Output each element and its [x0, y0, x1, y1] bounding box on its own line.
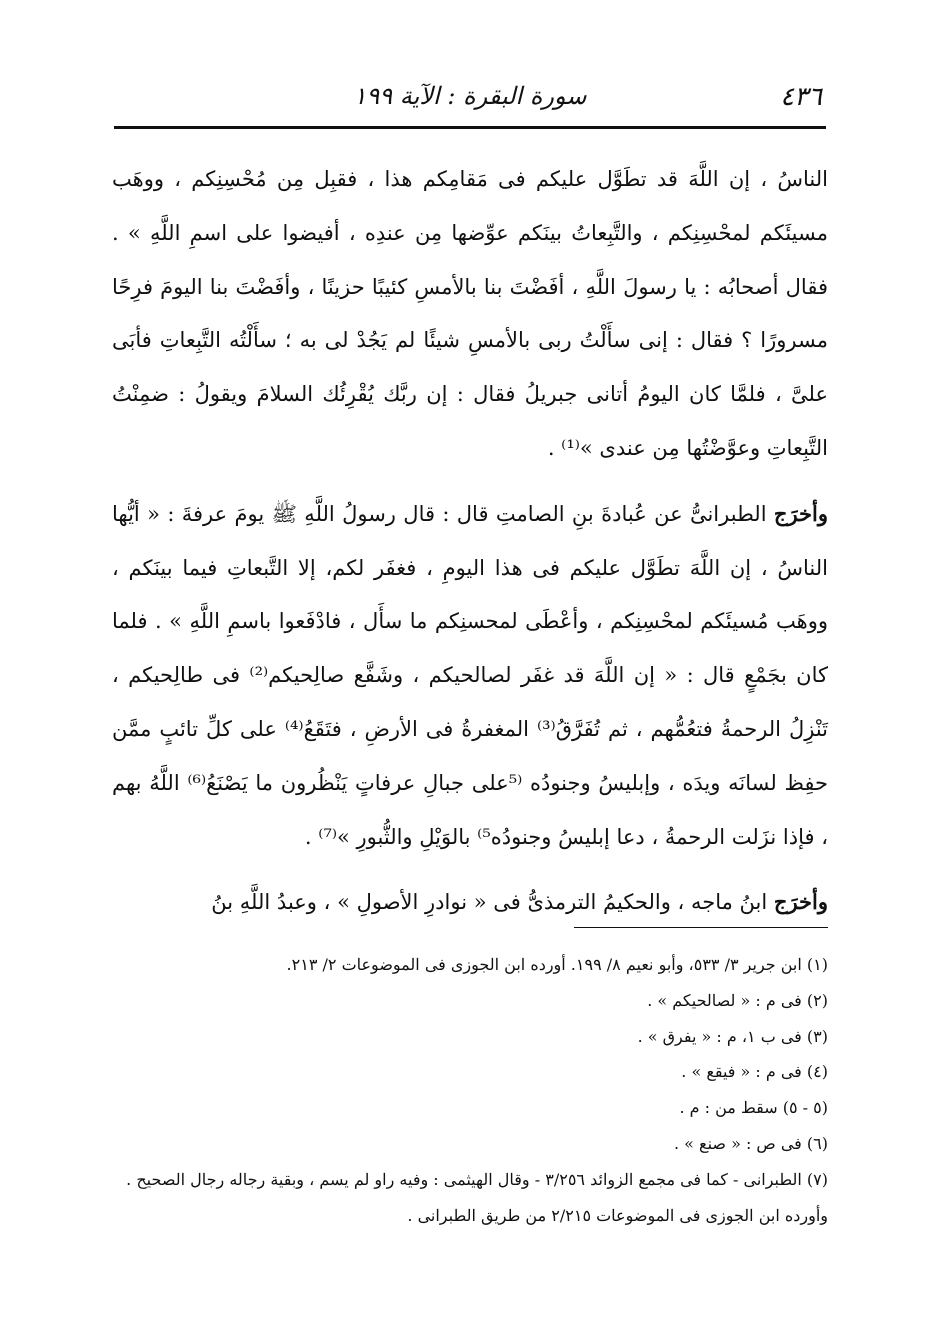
paragraph-1 [112, 152, 828, 476]
header-rule [114, 126, 826, 129]
footnote-7: (٧) الطبرانى - كما فى مجمع الزوائد ٣/٢٥٦ - وقال الهيثمى : وفيه راو لم يسم ، وبقية رجاله رجال الصحيح . وأورده ابن الجوزى فى الموضوعات ٢/٢١٥ من طريق الطبرانى . [126, 1169, 828, 1225]
paragraph-2 [112, 487, 828, 865]
paragraph-text: ابنُ ماجه ، والحكيمُ الترمذىُّ فى « نوادرِ الأصولِ » ، وعبدُ اللَّهِ بنُ [211, 890, 774, 915]
paragraph-text: الطبرانىُّ عن عُبادةَ بنِ الصامتِ قال : قال رسولُ اللَّهِ ﷺ يومَ عرفةَ : « أيُّها الناسُ ، إن اللَّهَ تطَوَّل عليكم فى هذا اليومِ ، فغفَر لكم، إلا التَّبعاتِ فيما بينَكم ، ووهَب مُسيئَكم لمحْسِنِكم ، وأعْطَى لمحسنِكم ما سأَل ، فادْفَعوا باسمِ اللَّهِ » . فلما كان بجَمْعٍ قال : « إن اللَّهَ قد غفَر لصالحيكم ، وشَفَّع صالِحيكم⁽²⁾ فى طالِحيكم ، تَنْزِلُ الرحمةُ فتعُمُّهم ، ثم تُفَرَّقُ⁽³⁾ المغفرةُ فى الأرضِ ، فتَقَعُ⁽⁴⁾ على كلِّ تائبٍ ممَّن حفِظ لسانَه ويدَه ، وإبليسُ وجنودُه ⁽⁵على جبالِ عرفاتٍ يَنْظُرون ما يَصْنَعُ⁽⁶⁾ اللَّهُ بهم ، فإذا نزَلت الرحمةُ ، دعا إبليسُ وجنودُه⁵⁾ بالوَيْلِ والثُّبورِ »⁽⁷⁾ . [112, 501, 829, 849]
page-header [118, 78, 822, 118]
paragraph-lead: وأخرَج [773, 500, 828, 526]
footnote-3: (٣) فى ب ١، م : « يفرق » . [637, 1026, 828, 1046]
paragraph-3 [112, 875, 828, 930]
page-number: ٤٣٦ [780, 82, 822, 112]
footnotes [112, 947, 828, 1233]
running-title: سورة البقرة : الآية ١٩٩ [353, 82, 587, 110]
footnote-5: (٥ - ٥) سقط من : م . [679, 1098, 828, 1118]
footnote-1: (١) ابن جرير ٣/ ٥٣٣، وأبو نعيم ٨/ ١٩٩. أورده ابن الجوزى فى الموضوعات ٢/ ٢١٣. [286, 955, 828, 974]
footnote-2: (٢) فى م : « لصالحيكم » . [647, 990, 828, 1010]
main-text [112, 152, 828, 930]
paragraph-text: الناسُ ، إن اللَّهَ قد تطَوَّل عليكم فى مَقامِكم هذا ، فقبِل مِن مُحْسِنِكم ، ووهَب مسيئَكم لمحْسِنِكم ، والتَّبِعاتُ بينَكم عوِّضها مِن عندِه ، أفيضوا على اسمِ اللَّهِ » . فقال أصحابُه : يا رسولَ اللَّهِ ، أفَضْتَ بنا بالأمسِ كئيبًا حزينًا ، وأفَضْتَ بنا اليومَ فرِحًا مسرورًا ؟ فقال : إنى سأَلْتُ ربى بالأمسِ شيئًا لم يَجُدْ لى به ؛ سأَلْتُه التَّبِعاتِ فأبَى علىَّ ، فلمَّا كان اليومُ أتانى جبريلُ فقال : إن ربَّك يُقْرِئُك السلامَ ويقولُ : ضمِنْتُ التَّبِعاتِ وعوَّضْتُها مِن عندى »⁽¹⁾ . [112, 167, 828, 460]
footnote-6: (٦) فى ص : « صنع » . [674, 1133, 828, 1153]
footnote-4: (٤) فى م : « فيقع » . [681, 1062, 828, 1082]
paragraph-lead: وأخرَج [773, 889, 828, 915]
footnote-rule [574, 927, 828, 928]
